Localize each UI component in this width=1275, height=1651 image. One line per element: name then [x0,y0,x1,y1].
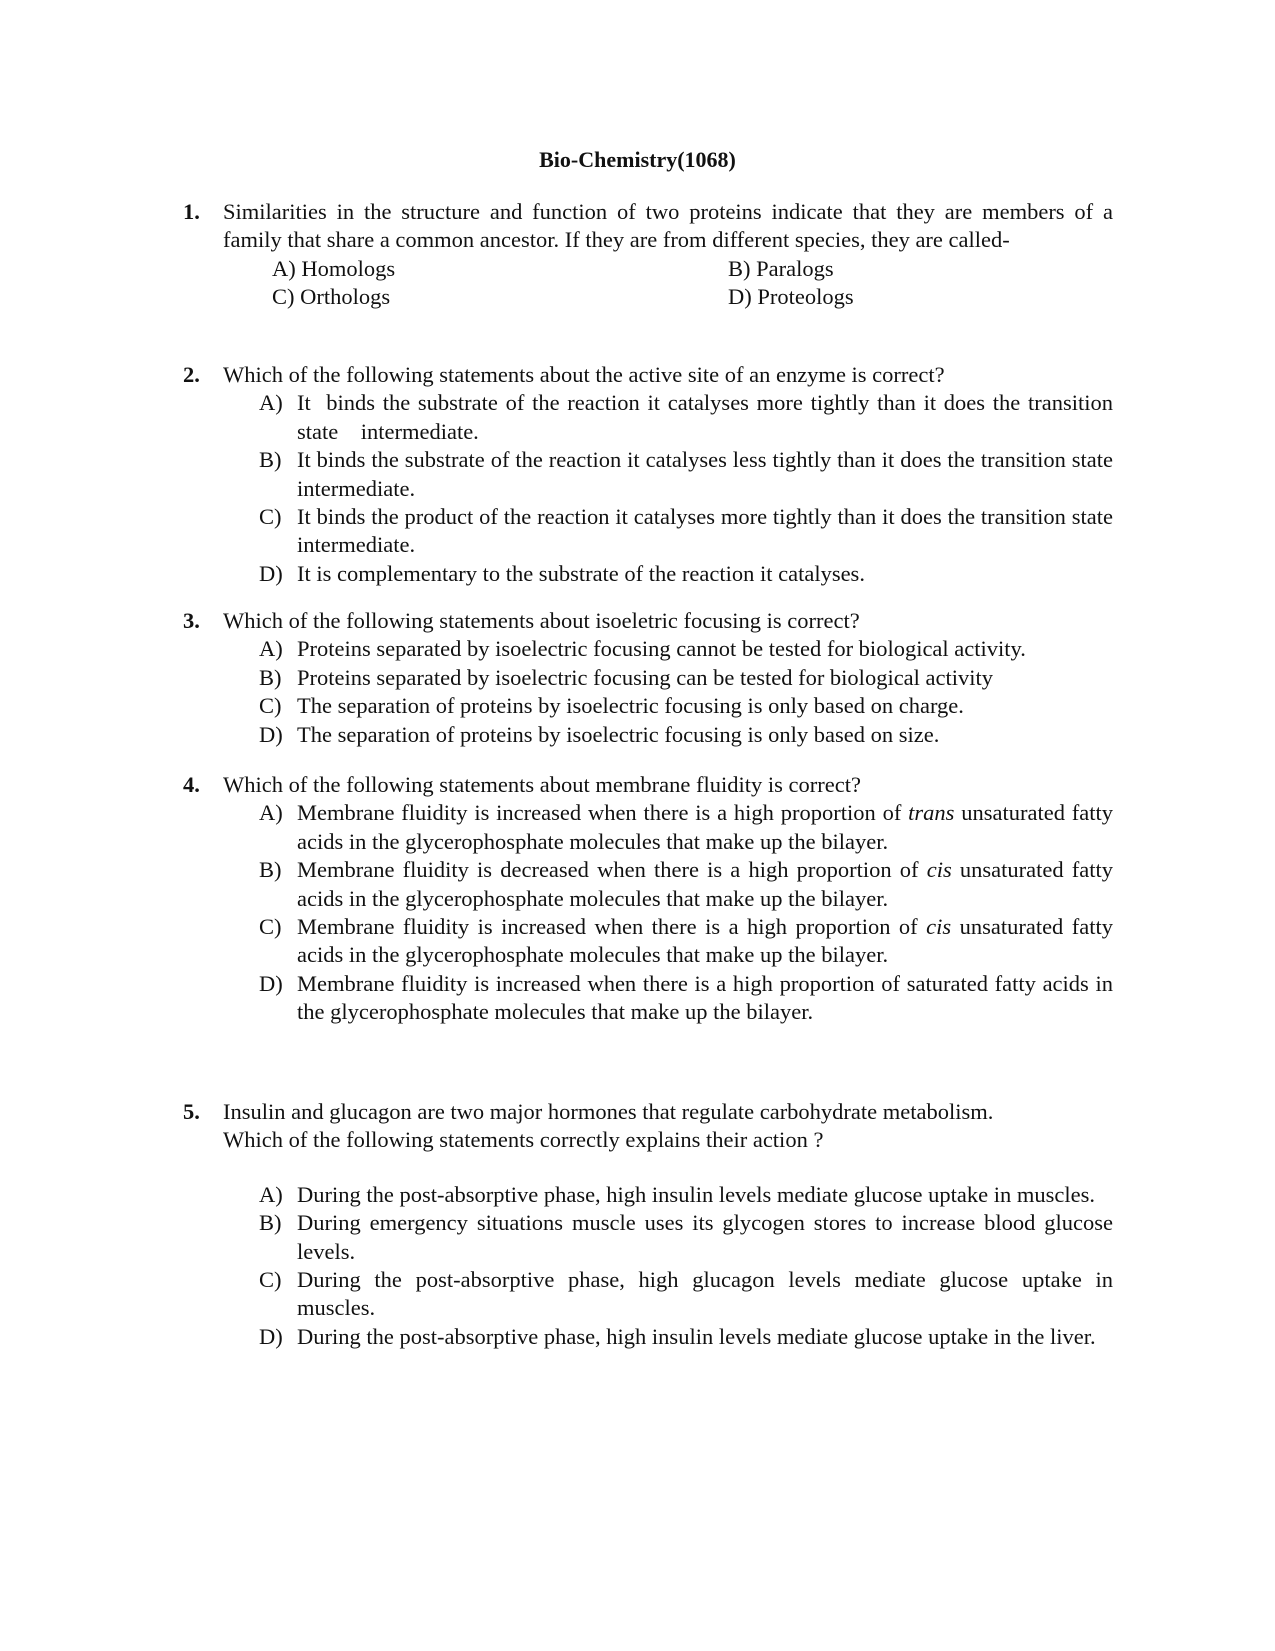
options-grid [272,255,1113,312]
option-text-post: unsaturated fatty acids in the glycerophosphate molecules that make up the bilayer. [297,800,1113,854]
option-d [259,970,1113,1027]
option-label: A) [259,1181,283,1207]
question-1 [183,198,1113,312]
option-label: A) [259,636,283,662]
option-label: B) [259,857,282,883]
option-text: The separation of proteins by isoelectric focusing is only based on size. [297,721,940,747]
option-text: During the post-absorptive phase, high glucagon levels mediate glucose uptake in muscles. [297,1267,1113,1321]
option-b [259,664,1113,692]
option-c [259,1266,1113,1323]
option-b [259,856,1113,913]
option-a [259,389,1119,446]
option-text: During the post-absorptive phase, high insulin levels mediate glucose uptake in muscles. [297,1181,1095,1207]
options-list [259,635,1113,749]
option-label: B) [259,1210,282,1236]
option-label: C) [259,1267,282,1293]
question-stem-line: Insulin and glucagon are two major hormones that regulate carbohydrate metabolism. [223,1099,994,1124]
options-list [259,1181,1113,1351]
option-text: It binds the product of the reaction it catalyses more tightly than it does the transition state intermediate. [297,504,1113,558]
question-5 [183,1098,1113,1351]
question-stem: Which of the following statements about isoeletric focusing is correct? [223,608,860,633]
option-text: Orthologs [300,284,391,310]
option-label: D) [259,721,283,747]
option-d [259,560,1113,588]
option-d [259,721,1113,749]
option-text: During emergency situations muscle uses its glycogen stores to increase blood glucose levels. [297,1210,1113,1264]
question-stem: Which of the following statements about membrane fluidity is correct? [223,772,861,797]
question-number: 4. [183,772,200,797]
option-text-pre: Membrane fluidity is increased when there is a high proportion of saturated fatty acids in the glycerophosphate molecules that make up the bilayer. [297,970,1113,1025]
option-a [259,635,1113,663]
option-label: C) [259,504,282,530]
option-text: Proteologs [757,284,854,310]
option-label: C) [259,914,282,940]
option-text-italic: trans [908,800,955,826]
question-stem-line: Which of the following statements correctly explains their action ? [223,1127,824,1153]
option-text: It binds the substrate of the reaction it catalyses more tightly than it does the transition state intermediate. [297,390,1119,444]
option-text-italic: cis [926,914,952,940]
option-a [272,255,728,283]
option-c [259,692,1113,720]
option-label: D) [259,970,283,996]
option-text-italic: cis [926,857,952,883]
question-2 [183,361,1119,588]
option-c [259,503,1113,560]
option-text: Homologs [301,255,396,281]
option-label: A) [259,390,283,416]
option-c [272,283,728,311]
option-label: B) [259,447,282,473]
option-text-pre: Membrane fluidity is increased when there is a high proportion of [297,800,909,826]
option-text: Paralogs [756,255,834,281]
question-stem: Similarities in the structure and function of two proteins indicate that they are members of a family that share a common ancestor. If they are from different species, they are called- [223,199,1113,253]
options-list [259,389,1119,588]
option-label: D) [259,1323,283,1349]
question-number: 5. [183,1099,200,1124]
question-stem: Which of the following statements about the active site of an enzyme is correct? [223,362,945,387]
option-label: D) [259,560,283,586]
question-number: 2. [183,362,200,387]
option-d [728,283,1113,311]
question-stem [223,1098,1113,1155]
option-label: A) [272,255,296,281]
option-a [259,1181,1113,1209]
option-d [259,1323,1113,1351]
option-text-post: unsaturated fatty acids in the glycerophosphate molecules that make up the bilayer. [297,914,1113,968]
option-text-pre: Membrane fluidity is increased when there is a high proportion of [297,914,927,940]
option-text: Proteins separated by isoelectric focusing can be tested for biological activity [297,664,994,690]
page-title: Bio-Chemistry(1068) [539,147,736,172]
option-label: C) [272,284,295,310]
option-label: C) [259,693,282,719]
option-text: It is complementary to the substrate of the reaction it catalyses. [297,560,865,586]
option-text-pre: Membrane fluidity is decreased when there is a high proportion of [297,857,927,883]
question-3 [183,607,1113,749]
option-label: B) [728,255,751,281]
option-b [728,255,1113,283]
options-list [259,799,1113,1026]
option-b [259,446,1113,503]
option-c [259,913,1113,970]
question-number: 3. [183,608,200,633]
option-a [259,799,1113,856]
question-4 [183,771,1113,1027]
option-text: During the post-absorptive phase, high insulin levels mediate glucose uptake in the liver. [297,1323,1096,1349]
option-label: A) [259,800,283,826]
question-number: 1. [183,199,200,224]
option-label: D) [728,284,752,310]
option-b [259,1209,1113,1266]
option-text: The separation of proteins by isoelectric focusing is only based on charge. [297,693,964,719]
option-text: It binds the substrate of the reaction it catalyses less tightly than it does the transition state intermediate. [297,447,1113,501]
option-label: B) [259,664,282,690]
option-text: Proteins separated by isoelectric focusing cannot be tested for biological activity. [297,636,1026,662]
option-text-post: unsaturated fatty acids in the glycerophosphate molecules that make up the bilayer. [297,857,1113,911]
